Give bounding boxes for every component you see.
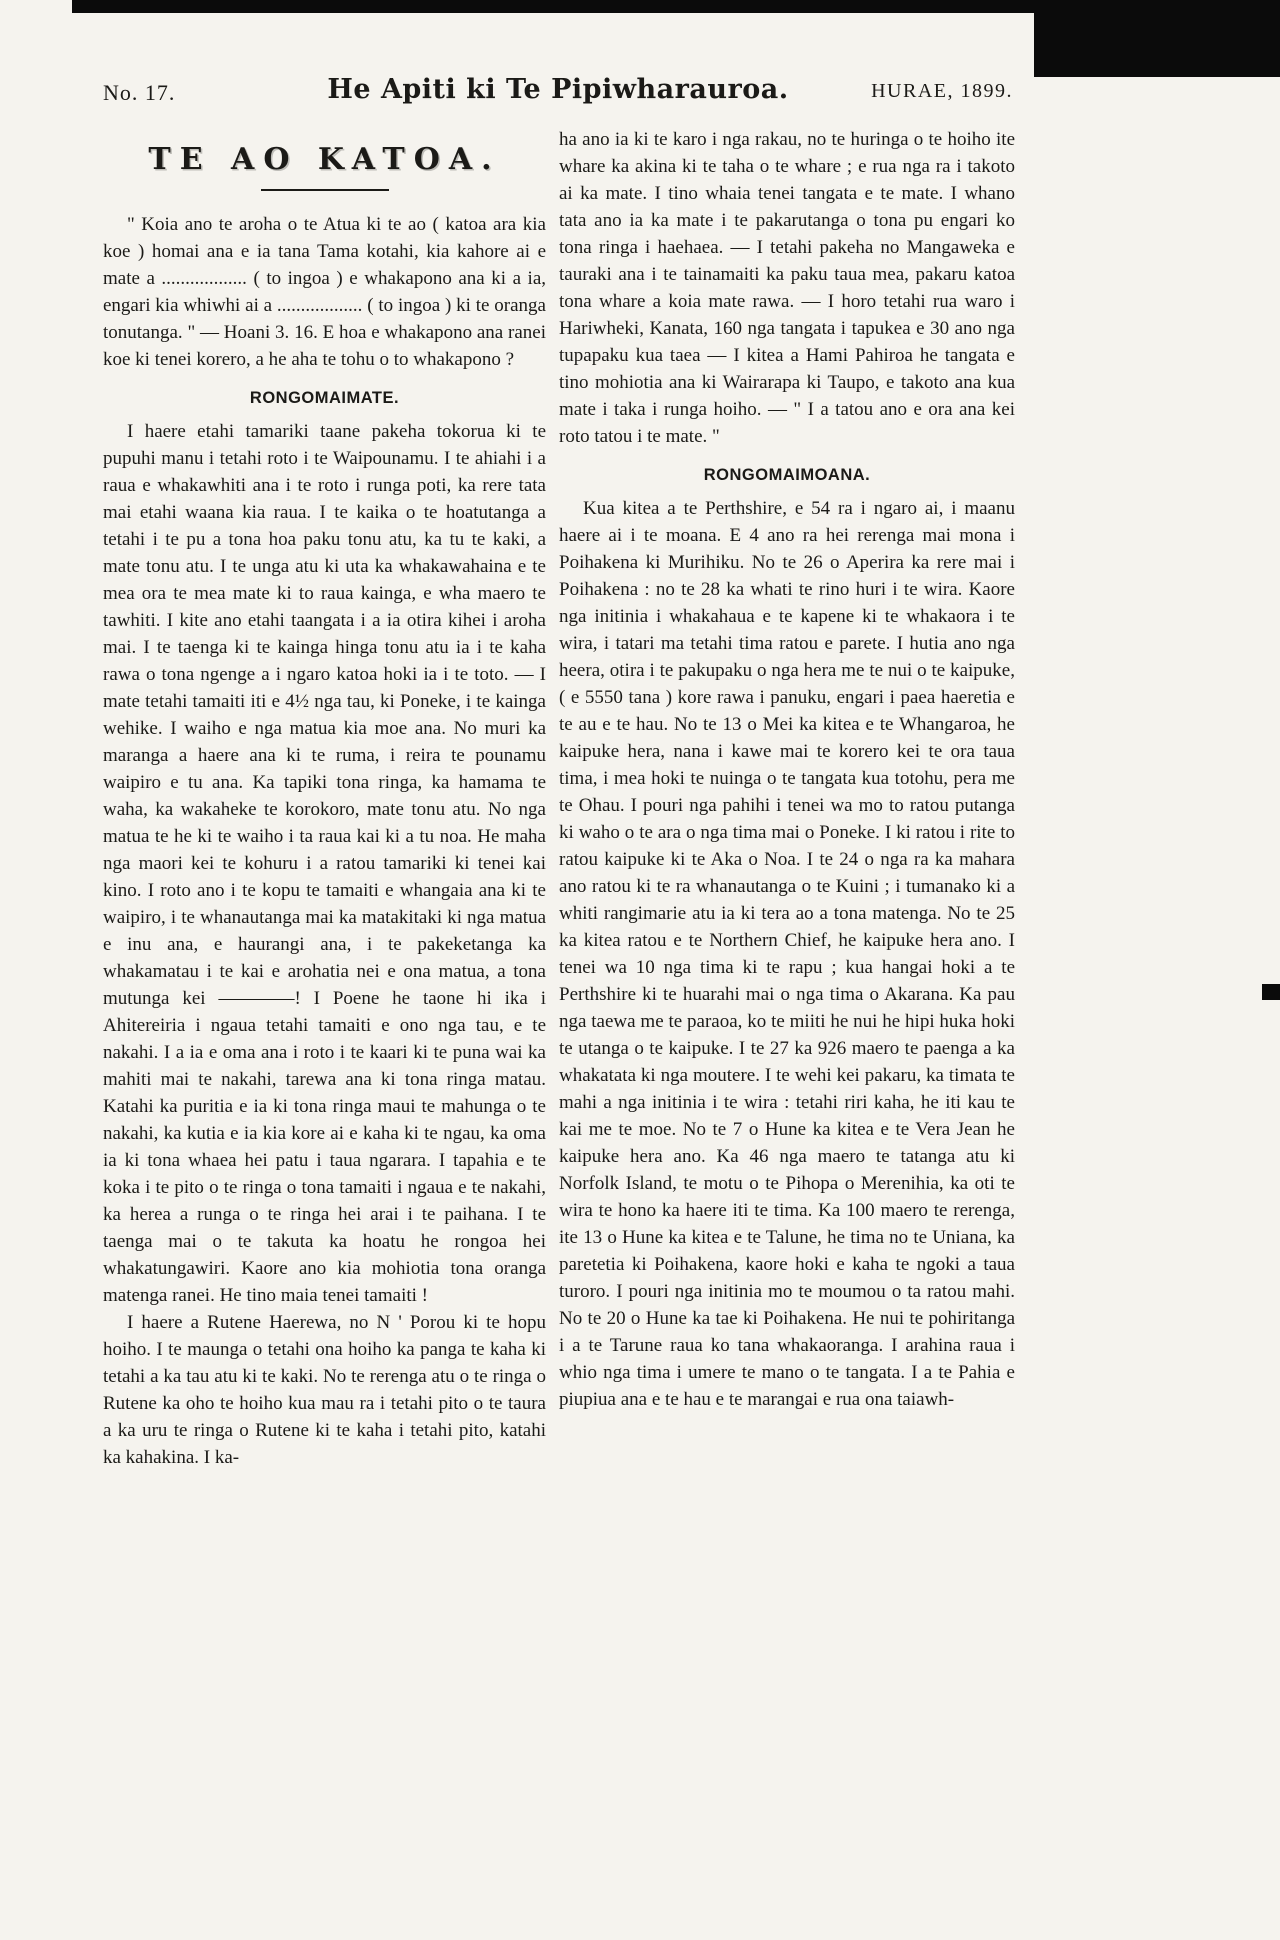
section-heading-rongomaimoana: RONGOMAIMOANA. [703,466,871,484]
body-paragraph: Kua kitea a te Perthshire, e 54 ra i ngaro ai, i maanu haere ai i te moana. E 4 ano ra hei rerenga mai mona i Poihakena ki Murihiku. No te 26 o Aperira ka rere mai i Poihakena : no te 28 ka whati te rino huri i te wira. Kaore nga initinia i whakahaua e te kapene ki te whakaora i te wira, i tatari ma tetahi tima ratou e parete. I hutia ano nga heera, otira i te pakupaku o nga hera me te nui o te kaipuke, ( e 5550 tana ) kore rawa i panuku, engari i paea haeretia e te au e te hau. No te 13 o Mei ka kitea e te Whangaroa, he kaipuke hera, nana i kawe mai te korero kei te ora taua tima, i mea hoki te nuinga o te tangata kua totohu, pera me te Ohau. I pouri nga pahihi i tenei wa mo to ratou putanga ki waho o te ara o nga tima mai o Poneke. I ki ratou i rite to ratou kaipuke ki te Aka o Noa. I te 24 o nga ra ka mahara ano ratou ki te ra whanautanga o te Kuini ; i tumanako ki a whiti rangimarie atu ia ki tera ao a tona matenga. No te 25 ka kitea ratou e te Northern Chief, he kaipuke hera ano. I tenei wa 10 nga tima ki te rapu ; kua hangai hoki a te Perthshire ki te huarahi mai o nga tima o Akarana. Ka pau nga taewa me te paraoa, ko te miiti he nui he hipi huka hoki te utanga o te kaipuke. I te 27 ka 926 maero te paenga a ka whakatata ki nga moutere. I te wehi kei pakaru, ka timata te mahi a nga initinia i te wira : tetahi riri kaha, he iti kau te kai me te moe. No te 7 o Hune ka kitea e te Vera Jean he kaipuke hera ano. Ka 46 nga maero te tatanga atu ki Norfolk Island, te motu o te Pihopa o Merenihia, ka oti te wira te hono ka haere iti te tima. Ka 100 maero te rerenga, ite 13 o Hune ka kitea e te Talune, he tima no te Uniana, ka paretetia ki Poihakena, kaore hoki e kaha te ngoki a taua turoro. I pouri nga initinia mo te moumou o ta ratou mahi. No te 20 o Hune ka tae ki Poihakena. He nui te pohiritanga i a te Tarune raua ko tana whakaoranga. I arahina raua i whio nga tima i umere te mano o te tangata. I a te Pahia e piupiua ana e te hau e te marangai e rua ona taiawh- [559,498,1015,1410]
scan-artifact-top-bar [72,0,1034,13]
body-paragraph: I haere a Rutene Haerewa, no N ' Porou ki te hopu hoiho. I te maunga o tetahi ona hoiho ka panga te kaha ki tetahi a ka tau atu ki te kaki. No te rerenga atu o te ringa o Rutene ka oho te hoiho kua mau ra i tetahi pito o te taura a ka uru te ringa o Rutene ki te kaha i tetahi pito, katahi ka kahakina. I ka- [103,1312,546,1468]
article-title: TE AO KATOA. [148,142,501,177]
issue-date: HURAE, 1899. [871,80,1013,102]
continuation-paragraph: ha ano ia ki te karo i nga rakau, no te huringa o te hoiho ite whare ka akina ki te taha o te whare ; e rua nga ra i takoto ai ka mate. I tino whaia tenei tangata e te mate. I whano tata ano ia ka mate i te pakarutanga o tona pu engari ko tona ringa i haehaea. — I tetahi pakeha no Mangaweka e tauraki ana i te tainamaiti ka paku taua mea, pakaru katoa tona whare a koia mate rawa. — I horo tetahi rua waro i Hariwheki, Kanata, 160 nga tangata i tapukea e 30 ano nga tupapaku kua taea — I kitea a Hami Pahiroa he tangata e tino mohiotia ana ki Wairarapa ki Taupo, e takoto ana kua mate i taka i runga hoiho. — " I a tatou ano e ora ana kei roto tatou i te mate. " [559,129,1015,447]
scan-artifact-top-right-block [1034,0,1280,77]
body-paragraph: I haere etahi tamariki taane pakeha tokorua ki te pupuhi manu i tetahi roto i te Waipounamu. I te ahiahi i a raua e whakawhiti ana i te roto i runga poti, ka rere tata mai etahi waana kia raua. I te kaika o te hoatutanga a tetahi i te pu a tona hoa paku tonu atu, ka tu te kaki, a mate tonu atu. I te unga atu ki uta ka whakawahaina e te mea ora te mea mate ki to raua kainga, e wha maero te tawhiti. I kite ano etahi taangata i a ia otira kihei i aroha mai. I te taenga ki te kainga hinga tonu atu ia i te kaha rawa o tona ngenge a i ngaro katoa hoki ia i te toto. — I mate tetahi tamaiti iti e 4½ nga tau, ki Poneke, i te kainga wehike. I waiho e nga matua kia moe ana. No muri ka maranga a haere ana ki te ruma, i reira te pounamu waipiro e tu ana. Ka tapiki tona ringa, ka hamama te waha, ka wakaheke te korokoro, mate tonu atu. No nga matua te he ki te waiho i ta raua kai ki a tu noa. He maha nga maori kei te kohuru i a ratou tamariki ki tenei kai kino. I roto ano i te kopu te tamaiti e whangaia ana ki te waipiro, i te whanautanga mai ka matakitaki ki nga matua e inu ana, e haurangi ana, i te pakeketanga ka whakamatau i te kai e arohatia nei e ona matua, a tona mutunga kei ————! I Poene he taone hi ika i Ahitereiria i ngaua tetahi tamaiti e ono nga tau, e te nakahi. I a ia e oma ana i roto i te kaari ki te puna wai ka mahiti mai te nakahi, tarewa ana ki tona ringa matau. Katahi ka puritia e ia ki tona ringa maui te mahunga o te nakahi, ka kutia e ia kia kore ai e kaha ki te ngau, ka oma ia ki tona whaea hei patu i taua ngarara. I tapahia e te koka i te pito o te ringa o tona tamaiti i ngaua e te nakahi, ka herea a runga o te ringa hei arai i te paihana. I te taenga mai o te takuta ka hoatu he rongoa hei whakatungawiri. Kaore ano kia mohiotia tona oranga matenga ranei. He tino maia tenei tamaiti ! [103,421,546,1306]
title-divider [261,189,389,191]
scan-artifact-right-speck [1262,984,1280,1000]
scripture-quote-paragraph: " Koia ano te aroha o te Atua ki te ao ( katoa ara kia koe ) homai ana e ia tana Tama kotahi, kia kahore ai e mate a .................. ( to ingoa ) e whakapono ana ki a ia, engari kia whiwhi ai a .................. ( to ingoa ) ki te oranga tonutanga. " — Hoani 3. 16. E hoa e whakapono ana ranei koe ki tenei korero, a he aha te tohu o to whakapono ? [103,214,546,370]
issue-number: No. 17. [103,80,176,105]
left-column [103,126,546,1471]
right-column [559,126,1015,1471]
article-columns [103,126,1015,1471]
masthead-title: He Apiti ki Te Pipiwharauroa. [327,74,789,105]
section-heading-rongomaimate: RONGOMAIMATE. [249,389,400,407]
page-header [103,74,1013,118]
